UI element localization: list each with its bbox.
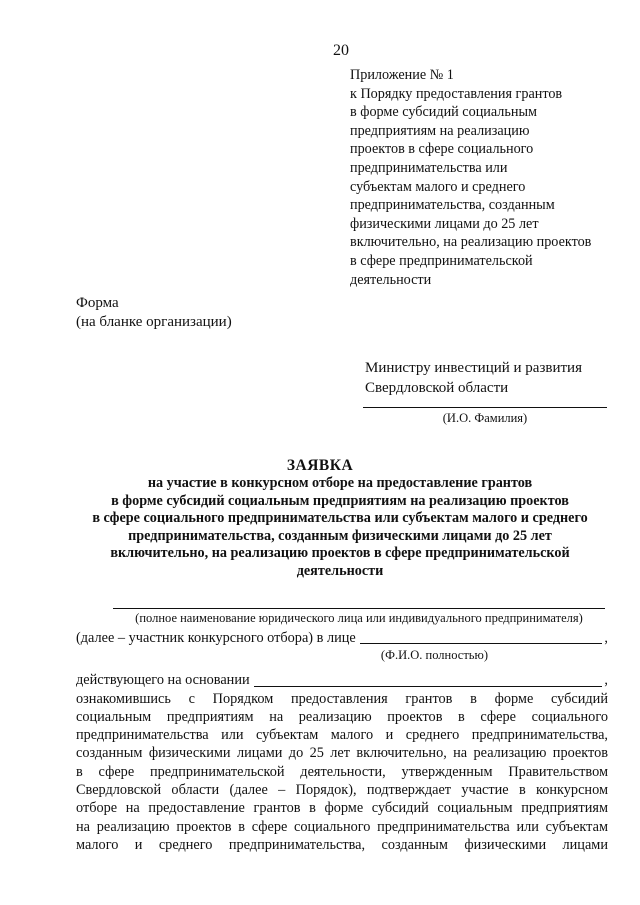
subtitle-line: в сфере социального предпринимательства или субъектам малого и среднего bbox=[92, 510, 588, 527]
participant-suffix: , bbox=[604, 630, 608, 646]
addressee-line: Свердловской области bbox=[365, 379, 509, 396]
basis-row bbox=[76, 671, 608, 689]
application-title: ЗАЯВКА bbox=[286, 457, 354, 474]
subtitle-line: деятельности bbox=[296, 562, 384, 579]
signature-line[interactable] bbox=[363, 407, 607, 408]
signature-caption: (И.О. Фамилия) bbox=[442, 411, 528, 425]
organization-name-caption: (полное наименование юридического лица или индивидуального предпринимателя) bbox=[135, 611, 583, 625]
addressee-block bbox=[365, 359, 582, 398]
appendix-line: в форме субсидий социальным bbox=[350, 104, 537, 121]
organization-name-field[interactable] bbox=[113, 608, 605, 609]
subtitle-line: предпринимательства, созданным физическими лицами до 25 лет bbox=[128, 527, 552, 544]
application-subtitle bbox=[60, 475, 620, 581]
basis-suffix: , bbox=[604, 672, 608, 689]
appendix-line: в сфере предпринимательской bbox=[350, 252, 533, 269]
appendix-line: к Порядку предоставления грантов bbox=[350, 85, 563, 102]
representative-name-field[interactable] bbox=[360, 643, 603, 644]
subtitle-line: в форме субсидий социальным предприятиям на реализацию проектов bbox=[111, 492, 569, 509]
addressee-line: Министру инвестиций и развития bbox=[365, 360, 582, 376]
form-label-note: (на бланке организации) bbox=[76, 314, 232, 330]
appendix-line: предпринимательства, созданным bbox=[350, 197, 555, 214]
appendix-line: предприятиям на реализацию bbox=[350, 122, 530, 139]
paragraph-line: на реализацию проектов в сфере социального предпринимательства или субъектам bbox=[76, 818, 608, 835]
fio-caption: (Ф.И.О. полностью) bbox=[380, 648, 488, 663]
form-label bbox=[76, 294, 232, 332]
subtitle-line: на участие в конкурсном отборе на предоставление грантов bbox=[147, 475, 533, 491]
appendix-line: субъектам малого и среднего bbox=[350, 178, 526, 195]
paragraph-line: Свердловской области (далее – Порядок), подтверждает участие в конкурсном bbox=[76, 782, 608, 799]
paragraph-line: в сфере предпринимательской деятельности, утвержденным Правительством bbox=[76, 763, 608, 780]
page-number: 20 bbox=[333, 42, 349, 59]
appendix-line: проектов в сфере социального bbox=[350, 141, 534, 158]
subtitle-line: включительно, на реализацию проектов в сфере предпринимательской bbox=[110, 545, 570, 562]
appendix-line: предпринимательства или bbox=[350, 159, 508, 176]
participant-row bbox=[76, 629, 608, 647]
paragraph-line: малого и среднего предпринимательства, созданным физическими лицами bbox=[76, 836, 608, 853]
basis-prefix: действующего на основании bbox=[76, 672, 250, 689]
application-body bbox=[76, 629, 608, 854]
paragraph-line: созданным физическими лицами до 25 лет включительно, на реализацию проектов bbox=[76, 745, 608, 762]
paragraph-line: отборе на предоставление грантов в форме субсидий социальным предприятиям bbox=[76, 800, 608, 817]
basis-document-field[interactable] bbox=[254, 686, 603, 687]
appendix-line: Приложение № 1 bbox=[350, 67, 454, 83]
appendix-line: физическими лицами до 25 лет bbox=[350, 215, 539, 232]
form-label-title: Форма bbox=[76, 295, 119, 311]
paragraph-line: предпринимательства или субъектам малого и среднего предпринимательства, bbox=[76, 727, 608, 744]
appendix-line: включительно, на реализацию проектов bbox=[350, 234, 592, 251]
appendix-line: деятельности bbox=[350, 271, 432, 288]
appendix-header bbox=[350, 66, 620, 289]
participant-prefix: (далее – участник конкурсного отбора) в лице bbox=[76, 630, 356, 646]
paragraph-line: социальным предприятиям на реализацию проектов в сфере социального bbox=[76, 708, 608, 725]
paragraph-line: ознакомившись с Порядком предоставления грантов в форме субсидий bbox=[76, 690, 608, 707]
